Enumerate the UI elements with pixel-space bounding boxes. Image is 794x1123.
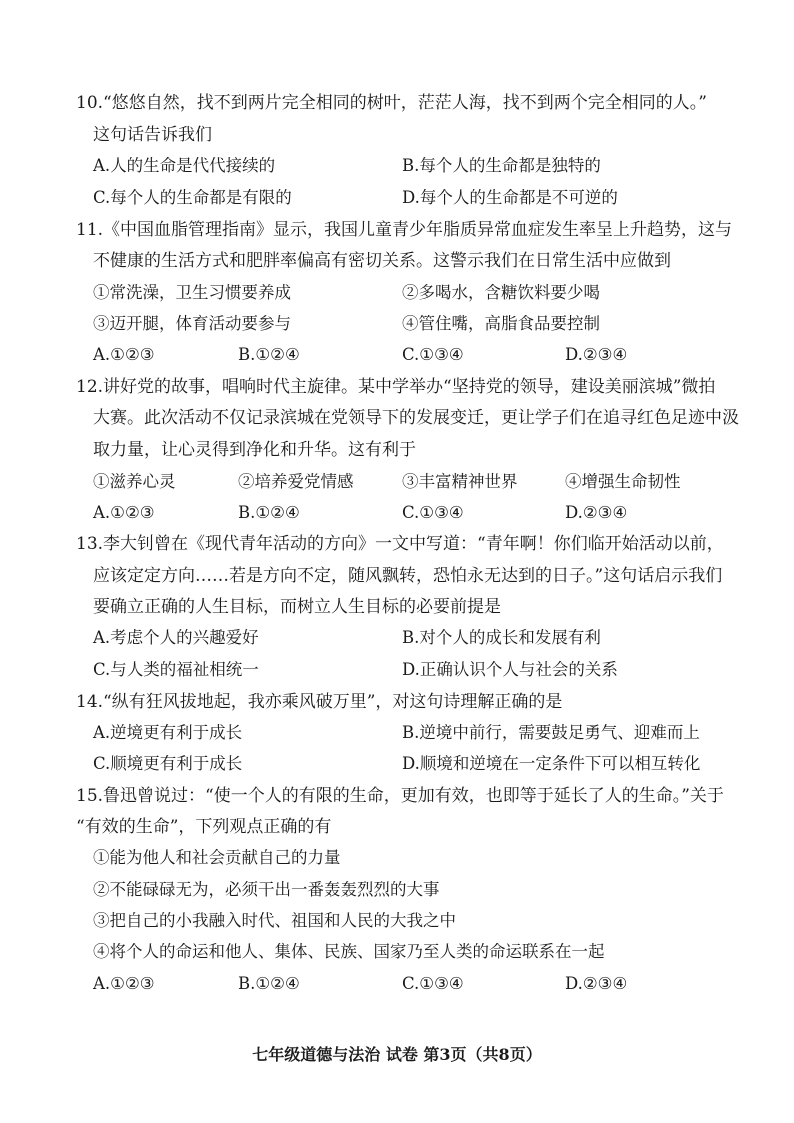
statement-item: ③把自己的小我融入时代、祖国和人民的大我之中 (93, 911, 456, 930)
option-c: C.①③④ (402, 503, 464, 522)
statement-item: ③丰富精神世界 (402, 472, 518, 491)
question-stem-line: 12.讲好党的故事，唱响时代主旋律。某中学举办“坚持党的领导，建设美丽滨城”微拍 (76, 377, 716, 397)
page-footer: 七年级道德与法治 试卷 第3页（共8页） (252, 1045, 542, 1064)
statement-item: ②不能碌碌无为，必须干出一番轰轰烈烈的大事 (93, 880, 440, 899)
option-a: A.①②③ (93, 974, 155, 993)
option-d: D.②③④ (565, 974, 628, 993)
option-b: B.①②④ (238, 974, 300, 993)
statement-item: ②培养爱党情感 (238, 472, 354, 491)
question-stem-line: 15.鲁迅曾说过：“使一个人的有限的生命，更加有效，也即等于延长了人的生命。”关于 (76, 786, 724, 806)
option-a: A.①②③ (93, 503, 155, 522)
option-d: D.正确认识个人与社会的关系 (402, 660, 618, 679)
option-b: B.①②④ (238, 345, 300, 364)
option-b: B.每个人的生命都是独特的 (402, 156, 601, 175)
question-stem-line: 这句话告诉我们 (93, 125, 212, 145)
option-c: C.①③④ (402, 974, 464, 993)
option-c: C.每个人的生命都是有限的 (93, 188, 292, 207)
option-d: D.②③④ (565, 503, 628, 522)
question-stem-line: 取力量，让心灵得到净化和升华。这有利于 (93, 440, 416, 460)
statement-item: ④管住嘴，高脂食品要控制 (402, 314, 600, 333)
option-d: D.②③④ (565, 345, 628, 364)
statement-item: ②多喝水，含糖饮料要少喝 (402, 283, 600, 302)
statement-item: ①滋养心灵 (93, 472, 176, 491)
option-b: B.①②④ (238, 503, 300, 522)
question-stem-line: 要确立正确的人生目标，而树立人生目标的必要前提是 (93, 597, 501, 617)
statement-item: ①能为他人和社会贡献自己的力量 (93, 848, 341, 867)
question-stem-line: “有效的生命”，下列观点正确的有 (76, 817, 332, 837)
question-stem-line: 不健康的生活方式和肥胖率偏高有密切关系。这警示我们在日常生活中应做到 (93, 251, 671, 271)
question-stem-line: 大赛。此次活动不仅记录滨城在党领导下的发展变迁，更让学子们在追寻红色足迹中汲 (93, 408, 739, 428)
statement-item: ③迈开腿，体育活动要参与 (93, 314, 291, 333)
option-c: C.与人类的福祉相统一 (93, 660, 259, 679)
statement-item: ④将个人的命运和他人、集体、民族、国家乃至人类的命运联系在一起 (93, 942, 605, 961)
statement-item: ①常洗澡，卫生习惯要养成 (93, 283, 291, 302)
question-stem-line: 11.《中国血脂管理指南》显示，我国儿童青少年脂质异常血症发生率呈上升趋势，这与 (76, 220, 733, 240)
question-stem-line: 10.“悠悠自然，找不到两片完全相同的树叶，茫茫人海，找不到两个完全相同的人。” (76, 93, 707, 113)
question-stem-line: 应该定定方向……若是方向不定，随风飘转，恐怕永无达到的日子。”这句话启示我们 (93, 566, 723, 586)
option-b: B.逆境中前行，需要鼓足勇气、迎难而上 (402, 723, 700, 742)
option-d: D.顺境和逆境在一定条件下可以相互转化 (402, 754, 701, 773)
option-b: B.对个人的成长和发展有利 (402, 628, 601, 647)
question-stem-line: 13.李大钊曾在《现代青年活动的方向》一文中写道：“青年啊！你们临开始活动以前， (76, 534, 724, 554)
option-a: A.逆境更有利于成长 (93, 723, 243, 742)
statement-item: ④增强生命韧性 (565, 472, 681, 491)
option-a: A.①②③ (93, 345, 155, 364)
option-a: A.人的生命是代代接续的 (93, 156, 276, 175)
option-c: C.①③④ (402, 345, 464, 364)
option-a: A.考虑个人的兴趣爱好 (93, 628, 259, 647)
option-c: C.顺境更有利于成长 (93, 754, 243, 773)
question-stem-line: 14.“纵有狂风拔地起，我亦乘风破万里”，对这句诗理解正确的是 (76, 692, 563, 712)
option-d: D.每个人的生命都是不可逆的 (402, 188, 618, 207)
